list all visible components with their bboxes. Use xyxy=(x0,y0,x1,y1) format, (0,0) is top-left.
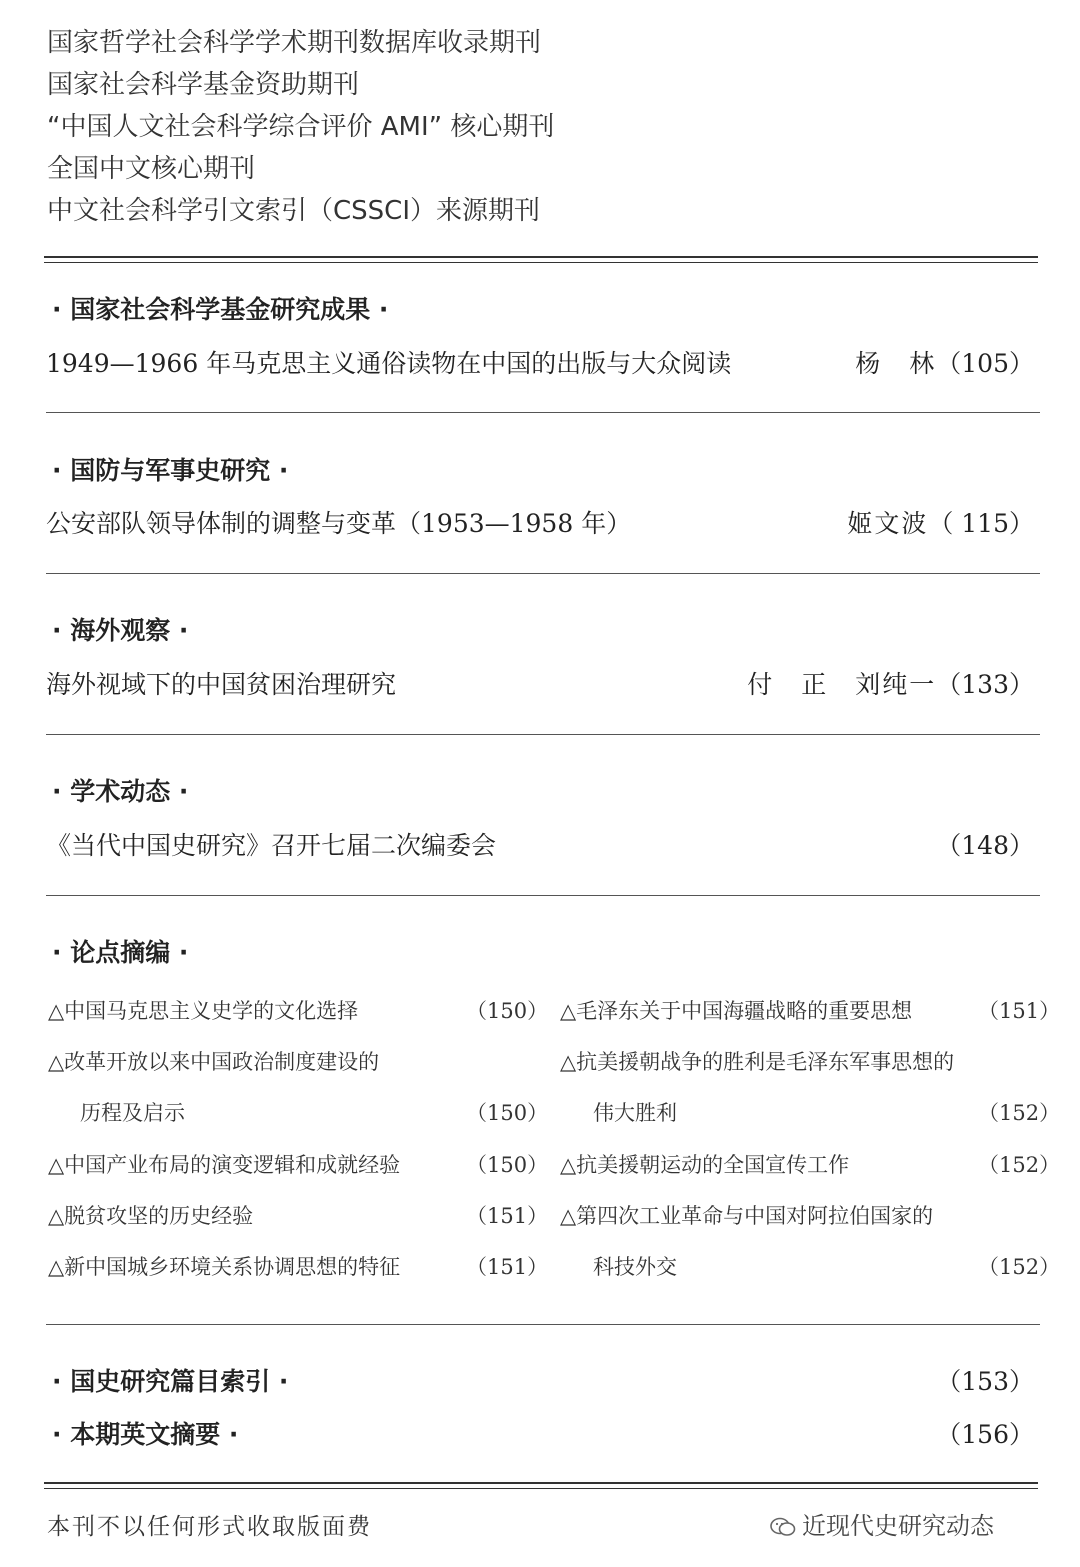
abstract-page: （151） xyxy=(978,999,1061,1023)
abstract-page: （152） xyxy=(978,1153,1061,1177)
indexing-list xyxy=(47,22,554,232)
abstract-item-cont[interactable]: 科技外交 xyxy=(593,1255,677,1279)
wechat-icon xyxy=(770,1517,796,1537)
abstract-page: （152） xyxy=(978,1101,1061,1125)
bottom-double-rule xyxy=(44,1482,1038,1489)
abstract-page: （151） xyxy=(466,1255,549,1279)
watermark-text: 近现代史研究动态 xyxy=(802,1512,994,1540)
section-title: · 论点摘编 · xyxy=(52,938,189,967)
entry-author: 杨 林 xyxy=(855,349,937,378)
entry-page: （105） xyxy=(936,349,1034,378)
section-title: · 国防与军事史研究 · xyxy=(52,456,289,485)
section-title: · 本期英文摘要 · xyxy=(52,1420,239,1449)
abstract-page: （150） xyxy=(466,1101,549,1125)
abstract-item[interactable]: △抗美援朝战争的胜利是毛泽东军事思想的 xyxy=(560,1050,955,1074)
entry-title: 1949—1966 年马克思主义通俗读物在中国的出版与大众阅读 xyxy=(46,349,732,378)
abstract-item[interactable]: △改革开放以来中国政治制度建设的 xyxy=(48,1050,380,1074)
section-divider xyxy=(46,734,1040,735)
abstract-page: （150） xyxy=(466,999,549,1023)
section-title: · 海外观察 · xyxy=(52,616,189,645)
indexing-line: 中文社会科学引文索引（CSSCI）来源期刊 xyxy=(47,196,540,226)
abstract-item[interactable]: △新中国城乡环境关系协调思想的特征 xyxy=(48,1255,401,1279)
abstract-item[interactable]: △脱贫攻坚的历史经验 xyxy=(48,1204,254,1228)
entry-meta xyxy=(847,504,1034,540)
section-divider xyxy=(46,1324,1040,1325)
entry-page: （153） xyxy=(936,1367,1034,1396)
abstract-page: （151） xyxy=(466,1204,549,1228)
entry-meta xyxy=(936,826,1034,862)
entry-title: 《当代中国史研究》召开七届二次编委会 xyxy=(46,831,497,860)
section-title: · 国家社会科学基金研究成果 · xyxy=(52,295,389,324)
entry-title: 海外视域下的中国贫困治理研究 xyxy=(46,670,397,699)
abstract-item-cont[interactable]: 伟大胜利 xyxy=(593,1101,677,1125)
section-divider xyxy=(46,895,1040,896)
abstract-page: （150） xyxy=(466,1153,549,1177)
entry-page: （156） xyxy=(936,1420,1034,1449)
abstract-item-cont[interactable]: 历程及启示 xyxy=(80,1101,185,1125)
abstract-item[interactable]: △抗美援朝运动的全国宣传工作 xyxy=(560,1153,850,1177)
section-title: · 国史研究篇目索引 · xyxy=(52,1367,289,1396)
indexing-line: “中国人文社会科学综合评价 AMI” 核心期刊 xyxy=(47,112,555,142)
abstract-item[interactable]: △中国产业布局的演变逻辑和成就经验 xyxy=(48,1153,401,1177)
indexing-line: 全国中文核心期刊 xyxy=(47,154,256,184)
wechat-watermark xyxy=(770,1506,994,1541)
indexing-line: 国家社会科学基金资助期刊 xyxy=(47,70,360,100)
top-double-rule xyxy=(44,256,1038,263)
entry-page: （133） xyxy=(936,670,1034,699)
entry-page: （148） xyxy=(936,831,1034,860)
section-divider xyxy=(46,412,1040,413)
indexing-line: 国家哲学社会科学学术期刊数据库收录期刊 xyxy=(47,28,542,58)
section-title: · 学术动态 · xyxy=(52,777,189,806)
entry-page: （ 115） xyxy=(928,509,1034,538)
entry-meta xyxy=(855,344,1034,380)
entry-title: 公安部队领导体制的调整与变革（1953—1958 年） xyxy=(46,509,632,538)
entry-meta xyxy=(747,665,1034,701)
entry-author: 付 正 刘纯一 xyxy=(747,670,937,699)
abstract-page: （152） xyxy=(978,1255,1061,1279)
footer-note: 本刊不以任何形式收取版面费 xyxy=(47,1514,372,1540)
entry-author: 姬文波 xyxy=(847,509,929,538)
abstract-item[interactable]: △毛泽东关于中国海疆战略的重要思想 xyxy=(560,999,913,1023)
abstract-item[interactable]: △第四次工业革命与中国对阿拉伯国家的 xyxy=(560,1204,934,1228)
section-divider xyxy=(46,573,1040,574)
abstract-item[interactable]: △中国马克思主义史学的文化选择 xyxy=(48,999,359,1023)
